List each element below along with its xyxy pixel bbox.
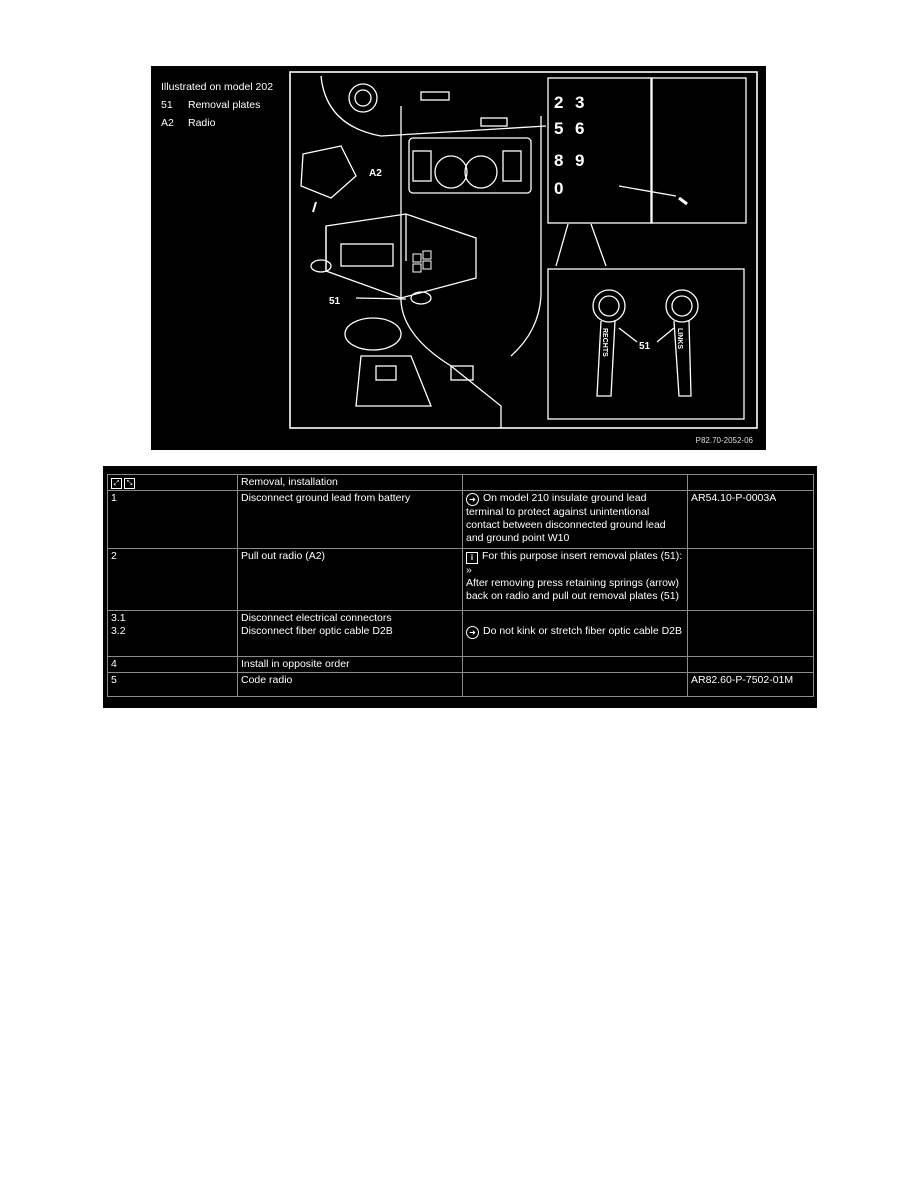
keypad-key: 0 <box>554 179 564 198</box>
legend-key: A2 <box>161 117 174 129</box>
table-title: Removal, installation <box>238 475 463 491</box>
step-reference <box>688 611 814 657</box>
procedure-table-panel <box>103 466 817 708</box>
step-number: 3.2 <box>111 625 126 637</box>
callout-plates: 51 <box>329 296 341 307</box>
keypad-key: 6 <box>575 119 585 138</box>
step-reference[interactable]: AR54.10-P-0003A <box>688 491 814 549</box>
expand-icon[interactable]: ⤢ <box>111 478 122 489</box>
step-reference <box>688 657 814 673</box>
step-note-cell <box>463 549 688 611</box>
table-row <box>108 611 814 657</box>
step-note[interactable]: For this purpose insert removal plates (51): » <box>466 550 683 576</box>
step-action: Install in opposite order <box>238 657 463 673</box>
step-number: 2 <box>108 549 238 611</box>
step-note: On model 210 insulate ground lead terminal to protect against unintentional contact between disconnected ground lead and ground point W10 <box>466 492 666 544</box>
keypad-key: 8 <box>554 151 564 170</box>
radio-removal-figure <box>151 66 766 450</box>
step-note-cell <box>463 491 688 549</box>
step-action: Disconnect fiber optic cable D2B <box>241 625 393 637</box>
figure-legend <box>161 78 273 132</box>
legend-item <box>161 114 273 132</box>
step-number: 3.1 <box>111 612 126 624</box>
plate-label-right: RECHTS <box>601 328 608 357</box>
legend-item <box>161 96 273 114</box>
keypad-key: 2 <box>554 93 564 112</box>
step-number: 5 <box>108 673 238 697</box>
callout-plates-detail: 51 <box>639 341 651 352</box>
table-row <box>108 657 814 673</box>
step-number: 1 <box>108 491 238 549</box>
legend-label: Radio <box>188 117 216 129</box>
step-note <box>463 657 688 673</box>
header-cell <box>688 475 814 491</box>
keypad-key: 3 <box>575 93 585 112</box>
table-row <box>108 491 814 549</box>
figure-code: P82.70-2052-06 <box>695 436 753 445</box>
step-note <box>463 673 688 697</box>
legend-key: 51 <box>161 99 173 111</box>
table-row <box>108 673 814 697</box>
header-cell <box>463 475 688 491</box>
keypad-key: 5 <box>554 119 564 138</box>
collapse-icon[interactable]: ⤡ <box>124 478 135 489</box>
header-icons-cell <box>108 475 238 491</box>
step-note-continued: After removing press retaining springs (arrow) back on radio and pull out removal plates (51) <box>466 577 680 602</box>
step-action: Pull out radio (A2) <box>238 549 463 611</box>
step-number: 4 <box>108 657 238 673</box>
table-row <box>108 549 814 611</box>
caution-icon: ➜ <box>466 493 479 506</box>
step-reference <box>688 549 814 611</box>
step-reference[interactable]: AR82.60-P-7502-01M <box>688 673 814 697</box>
plate-label-left: LINKS <box>676 328 683 349</box>
step-note-cell <box>463 611 688 657</box>
keypad-key: 9 <box>575 151 585 170</box>
legend-title: Illustrated on model 202 <box>161 81 274 93</box>
step-action: Code radio <box>238 673 463 697</box>
procedure-table <box>107 474 814 697</box>
info-icon: i <box>466 552 478 564</box>
callout-a2: A2 <box>369 168 382 179</box>
step-note: Do not kink or stretch fiber optic cable D2B <box>483 625 683 637</box>
step-action: Disconnect electrical connectors <box>241 612 392 624</box>
legend-label: Removal plates <box>188 99 261 111</box>
table-header-row <box>108 475 814 491</box>
step-action: Disconnect ground lead from battery <box>238 491 463 549</box>
step-action-cell <box>238 611 463 657</box>
caution-icon: ➜ <box>466 626 479 639</box>
step-number-cell <box>108 611 238 657</box>
